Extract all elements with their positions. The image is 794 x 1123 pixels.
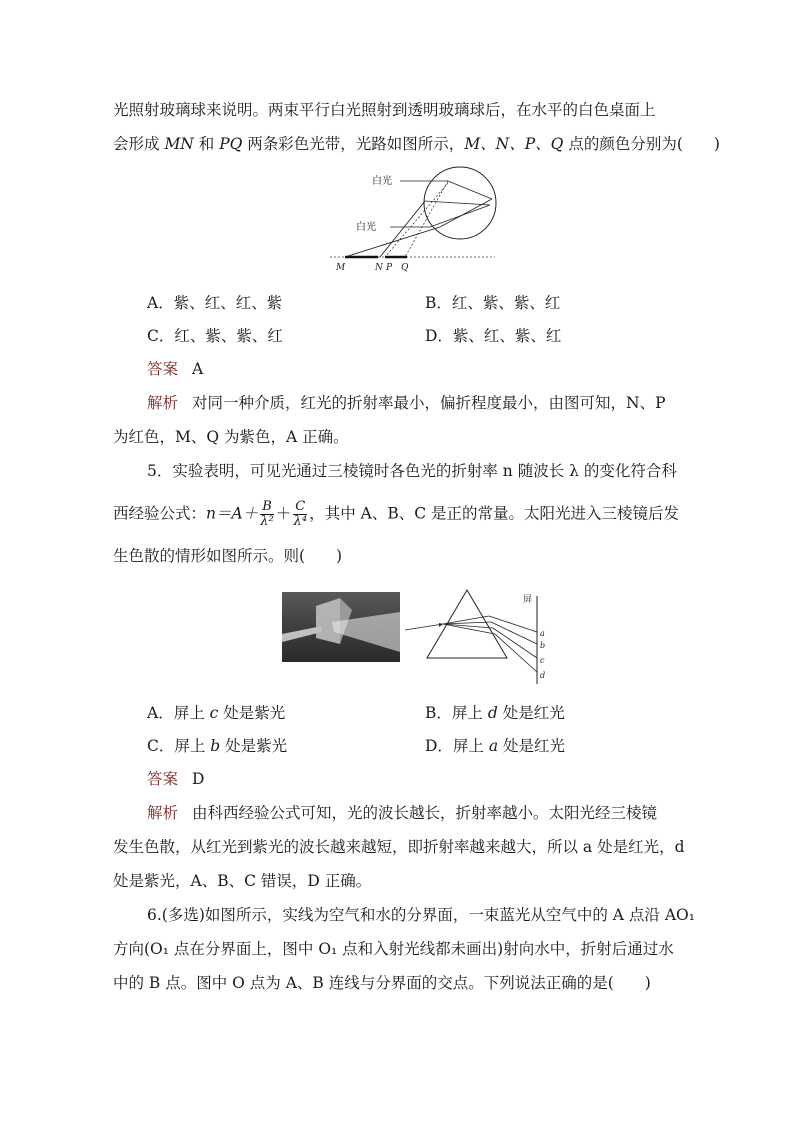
fraction-denominator: λ²: [260, 514, 274, 529]
incident-ray: [405, 624, 443, 630]
q5-analysis-line-1: [147, 803, 734, 823]
q4-option-d: D．紫、红、紫、红: [425, 327, 562, 345]
dashed-ray-q: [405, 181, 448, 257]
label-c: c: [540, 656, 545, 665]
option-var: c: [209, 704, 219, 722]
q5-option-a: [147, 703, 285, 723]
q5-prism-diagram: [405, 588, 555, 686]
q5-option-b: [425, 703, 565, 723]
fraction-numerator: B: [262, 499, 272, 514]
option-text: B．屏上: [425, 704, 488, 722]
option-text: 处是红光: [498, 737, 566, 755]
reflected-ray-lower: [425, 201, 490, 205]
q4-text-fragment: 和: [193, 135, 220, 153]
analysis-label: 解析: [147, 804, 179, 822]
option-var: a: [488, 737, 499, 755]
label-n: N: [375, 263, 383, 273]
q5-text-line-3: 生色散的情形如图所示。则( ): [113, 547, 343, 565]
q5-text-line-2: [113, 500, 734, 529]
formula-fraction-b: [260, 500, 274, 529]
option-text: 处是紫光: [220, 737, 288, 755]
formula-plus: ＋: [275, 504, 292, 523]
answer-value: A: [192, 360, 204, 378]
label-white-light-1: 白光: [372, 176, 392, 187]
q4-option-c: C．红、紫、紫、红: [147, 327, 283, 345]
prism-photo-illustration: [282, 592, 400, 662]
label-q: Q: [401, 263, 409, 273]
refracted-ray-upper: [448, 181, 492, 199]
label-p: P: [386, 263, 393, 273]
answer-label: 答案: [147, 360, 179, 378]
q4-glass-sphere-figure: [330, 165, 500, 277]
q5-option-c: [147, 736, 287, 756]
q4-option-b: B．红、紫、紫、红: [425, 294, 561, 312]
q4-analysis-line-1: [147, 393, 734, 413]
inner-ray-4: [443, 624, 495, 634]
q5-answer: [147, 769, 734, 789]
option-text: C．屏上: [147, 737, 211, 755]
dashed-ray-p: [385, 183, 448, 257]
q4-text-line-1: 光照射玻璃球来说明。两束平行白光照射到透明玻璃球后，在水平的白色桌面上: [113, 101, 656, 119]
option-text: A．屏上: [147, 704, 210, 722]
label-d: d: [540, 671, 546, 680]
ray-to-a: [489, 616, 537, 632]
prism-body: [316, 598, 340, 644]
analysis-label: 解析: [147, 394, 179, 412]
q4-text-fragment: 两条彩色光带，光路如图所示，: [242, 135, 465, 153]
q4-text-line-2: [113, 134, 734, 154]
formula-lhs: n＝A＋: [206, 504, 259, 523]
ray-to-c: [493, 628, 537, 658]
q6-text-line-2: 方向(O₁ 点在分界面上，图中 O₁ 点和入射光线都未画出)射向水中，折射后通过水: [113, 940, 674, 958]
label-a: a: [540, 629, 545, 638]
answer-value: D: [192, 770, 205, 788]
option-text: D．屏上: [425, 737, 489, 755]
ray-to-b: [491, 622, 537, 644]
q5-text-line-1: 5．实验表明，可见光通过三棱镜时各色光的折射率 n 随波长 λ 的变化符合科: [147, 462, 677, 480]
q6-text-line-3: 中的 B 点。图中 O 点为 A、B 连线与分界面的交点。下列说法正确的是( ): [113, 974, 651, 992]
ray-to-d: [495, 634, 537, 672]
q4-analysis-line-2: 为红色，M、Q 为紫色，A 正确。: [113, 428, 349, 446]
option-text: 处是紫光: [218, 704, 286, 722]
fraction-denominator: λ⁴: [293, 514, 307, 529]
fraction-numerator: C: [295, 499, 306, 514]
q4-option-a: A．紫、红、红、紫: [147, 294, 283, 312]
q5-analysis-line-3: 处是紫光，A、B、C 错误，D 正确。: [113, 872, 372, 890]
answer-label: 答案: [147, 770, 179, 788]
analysis-text: 由科西经验公式可知，光的波长越长，折射率越小。太阳光经三棱镜: [192, 804, 658, 822]
q4-text-fragment: 会形成: [113, 135, 165, 153]
q5-text-fragment: ，其中 A、B、C 是正的常量。太阳光进入三棱镜后发: [309, 504, 680, 523]
q4-text-fragment: 点的颜色分别为( ): [563, 135, 720, 153]
formula-fraction-c: [293, 500, 307, 529]
label-b: b: [540, 641, 546, 650]
q5-option-d: [425, 736, 565, 756]
prism-photo: [282, 592, 400, 662]
q4-answer: [147, 359, 734, 379]
q5-analysis-line-2: 发生色散，从红光到紫光的波长越来越短，即折射率越来越大，所以 a 处是红光，d: [113, 838, 685, 856]
incident-arrow: [439, 623, 443, 627]
label-m: M: [336, 263, 346, 273]
option-text: 处是红光: [497, 704, 565, 722]
inner-ray-3: [443, 624, 493, 628]
option-var: d: [487, 704, 498, 722]
q5-text-fragment: 西经验公式：: [113, 504, 207, 523]
exit-ray-n: [380, 201, 425, 257]
q6-text-line-1: 6.(多选)如图所示，实线为空气和水的分界面，一束蓝光从空气中的 A 点沿 AO₁: [147, 906, 695, 924]
q4-var-mn: MN: [164, 135, 194, 153]
label-screen: 屏: [523, 595, 533, 605]
q4-var-points: M、N、P、Q: [464, 135, 564, 153]
q4-var-pq: PQ: [219, 135, 243, 153]
option-var: b: [210, 737, 221, 755]
analysis-text: 对同一种介质，红光的折射率最小，偏折程度最小，由图可知，N、P: [192, 394, 666, 412]
refracted-ray-lower: [430, 205, 490, 227]
label-white-light-2: 白光: [356, 222, 376, 233]
